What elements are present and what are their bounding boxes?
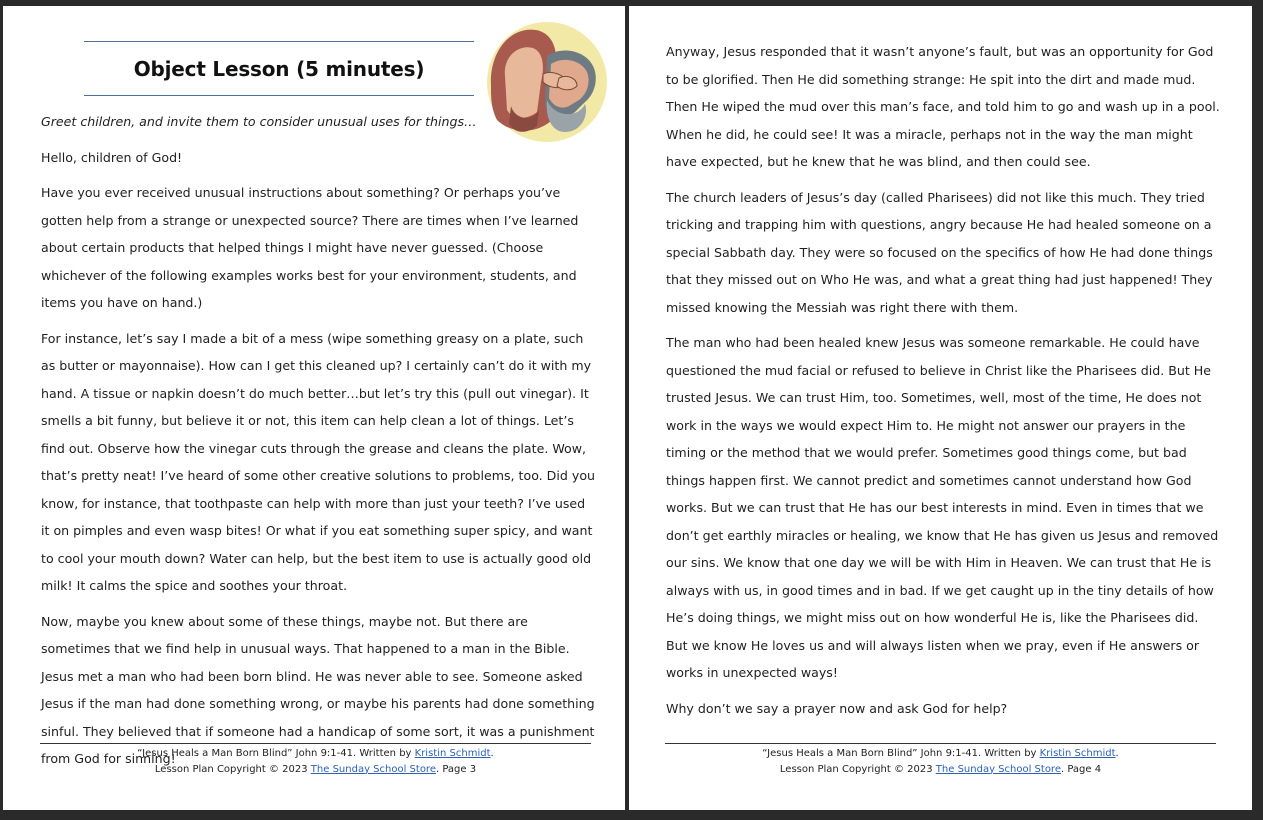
page-number: . Page 3: [435, 763, 477, 775]
footer-line-2: [40, 762, 591, 778]
paragraph: The man who had been healed knew Jesus was someone remarkable. He could have questioned the mud facial or refused to believe in Christ like the Pharisees did. But He trusted Jesus. We can trust Him, too. Sometimes, well, most of the time, He does not work in the ways we would expect Him to. He might not answer our prayers in the timing or the method that we would prefer. Sometimes good things come, but bad things happen first. We cannot predict and sometimes cannot understand how God works. But we can trust that He has our best interests in mind. Even in times that we don’t get earthly miracles or healing, we know that He has given us Jesus and removed our sins. We know that one day we will be with Him in Heaven. We can trust that He is always with us, in good times and in bad. If we get caught up in the tiny details of how He’s doing things, we might miss out on how wonderful He is, like the Pharisees did. But we know He loves us and will always listen when we pray, even if He answers or works in unexpected ways!: [666, 335, 1219, 680]
footer-line-1: [665, 746, 1216, 762]
paragraph: Why don’t we say a prayer now and ask God for help?: [666, 700, 1008, 716]
footer-line-1: [40, 746, 591, 762]
footer-punctuation: .: [1115, 748, 1119, 759]
intro-instruction: Greet children, and invite them to consider unusual uses for things…: [41, 114, 477, 129]
footer-punctuation: .: [490, 748, 494, 759]
paragraph: Anyway, Jesus responded that it wasn’t anyone’s fault, but was an opportunity for God to be glorified. Then He did something strange: He spit into the dirt and made mud. Then He wiped the mud over this man’s face, and told him to go and wash up in a pool. When he did, he could see! It was a miracle, perhaps not in the way the man might have expected, but he knew that he was blind, and then could see.: [666, 44, 1220, 169]
paragraph: Have you ever received unusual instructions about something? Or perhaps you’ve gotten help from a strange or unexpected source? There are times when I’ve learned about certain products that helped things I might have never guessed. (Choose whichever of the following examples works best for your environment, students, and items you have on hand.): [41, 185, 579, 310]
footer-citation: “Jesus Heals a Man Born Blind” John 9:1-41. Written by: [762, 748, 1040, 759]
page-footer: [665, 743, 1216, 783]
store-link[interactable]: The Sunday School Store: [310, 763, 436, 775]
document-page-4: [629, 6, 1252, 810]
paragraph: The church leaders of Jesus’s day (called Pharisees) did not like this much. They tried tricking and trapping him with questions, angry because He had healed someone on a special Sabbath day. They were so focused on the specifics of how He had done things that they missed out on Who He was, and what a great thing had just happened! They missed knowing the Messiah was right there with them.: [666, 189, 1213, 315]
title-block: [84, 41, 474, 96]
footer-citation: “Jesus Heals a Man Born Blind” John 9:1-41. Written by: [137, 748, 415, 759]
store-link[interactable]: The Sunday School Store: [935, 763, 1061, 775]
author-link[interactable]: Kristin Schmidt: [1039, 748, 1116, 759]
footer-line-2: [665, 762, 1216, 778]
paragraph: Now, maybe you knew about some of these things, maybe not. But there are sometimes that we find help in unusual ways. That happened to a man in the Bible. Jesus met a man who had been born blind. He was never able to see. Someone asked Jesus if the man had done something wrong, or maybe his parents had done something sinful. They believed that if someone had a handicap of some sort, it was a punishment from God for sinning!: [41, 613, 595, 766]
page-number: . Page 4: [1060, 763, 1102, 775]
footer-copyright: Lesson Plan Copyright © 2023: [154, 763, 311, 775]
footer-copyright: Lesson Plan Copyright © 2023: [779, 763, 936, 775]
paragraph: Hello, children of God!: [41, 149, 183, 165]
paragraph: For instance, let’s say I made a bit of a mess (wipe something greasy on a plate, such as butter or mayonnaise). How can I get this cleaned up? I certainly can’t do it with my hand. A tissue or napkin doesn’t do much better…but let’s try this (pull out vinegar). It smells a bit funny, but believe it or not, this item can help clean a lot of things. Let’s find out. Observe how the vinegar cuts through the grease and cleans the plate. Wow, that’s pretty neat! I’ve heard of some other creative solutions to problems, too. Did you know, for instance, that toothpaste can help with more than just your teeth? I’ve used it on pimples and even wasp bites! Or what if you eat something super spicy, and want to cool your mouth down? Water can help, but the best item to use is actually good old milk! It calms the spice and soothes your throat.: [41, 330, 596, 593]
page-footer: [40, 743, 591, 783]
page-title: Object Lesson (5 minutes): [133, 56, 425, 81]
author-link[interactable]: Kristin Schmidt: [414, 748, 491, 759]
lesson-body: [41, 108, 597, 781]
lesson-body: [666, 38, 1222, 730]
document-page-3: [3, 6, 625, 810]
